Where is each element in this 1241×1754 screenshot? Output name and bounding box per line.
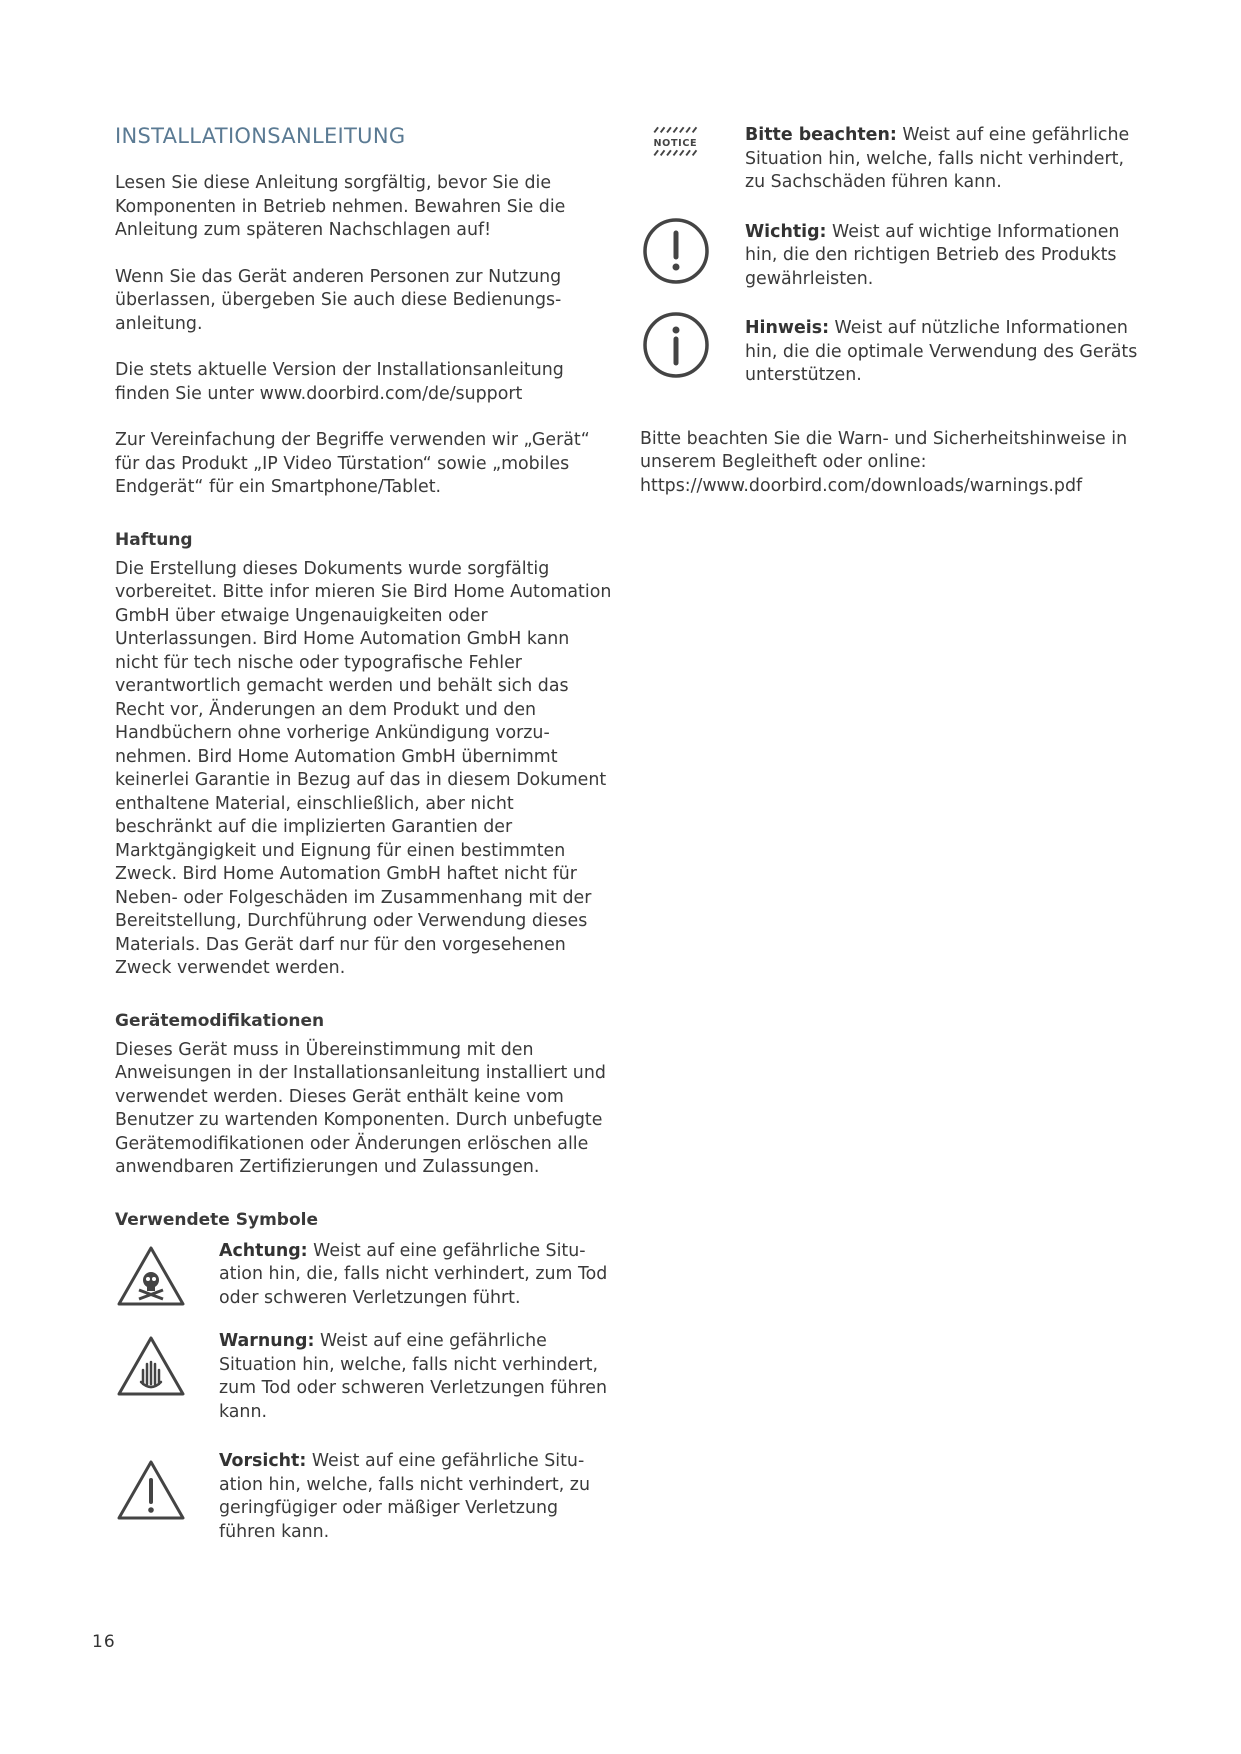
right-column — [640, 124, 1140, 498]
skull-warning-icon — [115, 1244, 187, 1310]
intro-paragraph-2: Wenn Sie das Gerät anderen Personen zur Nutzung überlassen, übergeben Sie auch diese Bedienungsanleitung. — [115, 266, 562, 334]
exclamation-warning-icon — [115, 1458, 187, 1524]
modifikationen-text: Dieses Gerät muss in Übereinstimmung mit den Anweisungen in der Installationsanleitung installiert und verwendet werden. Dieses Gerät enthält keine vom Benutzer zu wartenden Komponenten. Durch unbefugte Gerätemodifikationen oder Änderungen erlöschen alle anwendbaren Zertifizierungen und Zulassungen. — [115, 1039, 606, 1177]
modifikationen-heading: Gerätemodifikationen — [115, 1010, 325, 1031]
haftung-heading: Haftung — [115, 529, 193, 550]
symbol-vorsicht — [115, 1450, 615, 1544]
symbol-hinweis — [640, 317, 1140, 388]
notice-icon — [640, 126, 712, 172]
symbol-wichtig — [640, 221, 1140, 292]
bitte-beachten-label: Bitte beachten: — [745, 125, 897, 145]
warnung-label: Warnung: — [219, 1331, 315, 1351]
modifikationen-section — [115, 1011, 615, 1180]
page-number: 16 — [92, 1632, 116, 1652]
symbol-bitte-beachten — [640, 124, 1140, 195]
hinweis-label: Hinweis: — [745, 318, 830, 338]
vorsicht-text: Weist auf eine gefährliche Situation hin, welche, falls nicht verhindert, zu geringfügiger oder mäßiger Verletzung führen kann. — [219, 1451, 590, 1542]
haftung-text: Die Erstellung dieses Dokuments wurde sorgfältig vorbereitet. Bitte infor mieren Sie Bird Home Automation GmbH über etwaige Ungenauigkeiten oder Unterlassungen. Bird Home Automation GmbH kann nicht für tech nische oder typografische Fehler verantwortlich gemacht werden und behält sich das Recht vor, Änderungen an dem Produkt und den Handbüchern ohne vorherige Ankündigung vorzunehmen. Bird Home Automation GmbH übernimmt keinerlei Garantie in Bezug auf das in diesem Dokument enthaltene Material, einschließlich, aber nicht beschränkt auf die implizierten Garantien der Marktgängigkeit und Eignung für einen bestimmten Zweck. Bird Home Automation GmbH haftet nicht für Neben- oder Folgeschäden im Zusammenhang mit der Bereitstellung, Durchführung oder Verwendung dieses Materials. Das Gerät darf nur für den vorgesehenen Zweck verwendet werden. — [115, 558, 612, 978]
symbole-section — [115, 1210, 615, 1545]
intro-paragraph-4: Zur Vereinfachung der Begriffe verwenden wir „Gerät“ für das Produkt „IP Video Türstation“ sowie „mobiles Endgerät“ für ein Smartphone/Tablet. — [115, 430, 590, 497]
warnings-note: Bitte beachten Sie die Warn- und Sicherheitshinweise in unserem Begleitheft oder online: https://www.doorbird.com/downloads/warnings.pdf — [640, 428, 1128, 496]
achtung-text: Weist auf eine gefährliche Situation hin, die, falls nicht verhindert, zum Tod oder schweren Verletzungen führt. — [219, 1240, 608, 1308]
warnung-text: Weist auf eine gefährliche Situation hin, welche, falls nicht verhindert, zum Tod oder schweren Verletzungen führen kann. — [219, 1331, 607, 1422]
haftung-section — [115, 530, 615, 981]
intro-paragraph-3: Die stets aktuelle Version der Installationsanleitung finden Sie unter www.doorbird.com/de/support — [115, 360, 564, 404]
symbole-heading: Verwendete Symbole — [115, 1209, 318, 1230]
left-column — [115, 124, 615, 1562]
vorsicht-label: Vorsicht: — [219, 1451, 307, 1471]
wichtig-text: Weist auf wichtige Informationen hin, die den richtigen Betrieb des Produkts gewährleisten. — [745, 221, 1120, 289]
wichtig-label: Wichtig: — [745, 221, 827, 242]
symbol-warnung — [115, 1330, 615, 1424]
hinweis-text: Weist auf nützliche Informationen hin, die die optimale Verwendung des Geräts unterstützen. — [745, 318, 1138, 385]
info-circle-icon — [640, 309, 712, 381]
intro-paragraph-1: Lesen Sie diese Anleitung sorgfältig, bevor Sie die Komponenten in Betrieb nehmen. Bewahren Sie die Anleitung zum späteren Nachschlagen auf! — [115, 173, 566, 240]
achtung-label: Achtung: — [219, 1240, 308, 1261]
page-title: INSTALLATIONSANLEITUNG — [115, 124, 406, 148]
bitte-beachten-text: Weist auf eine gefährliche Situation hin, welche, falls nicht verhindert, zu Sachschäden führen kann. — [745, 125, 1130, 192]
important-circle-icon — [640, 215, 712, 287]
notice-icon-text: NOTICE — [653, 137, 698, 149]
hand-warning-icon — [115, 1334, 187, 1400]
symbol-achtung — [115, 1240, 615, 1311]
